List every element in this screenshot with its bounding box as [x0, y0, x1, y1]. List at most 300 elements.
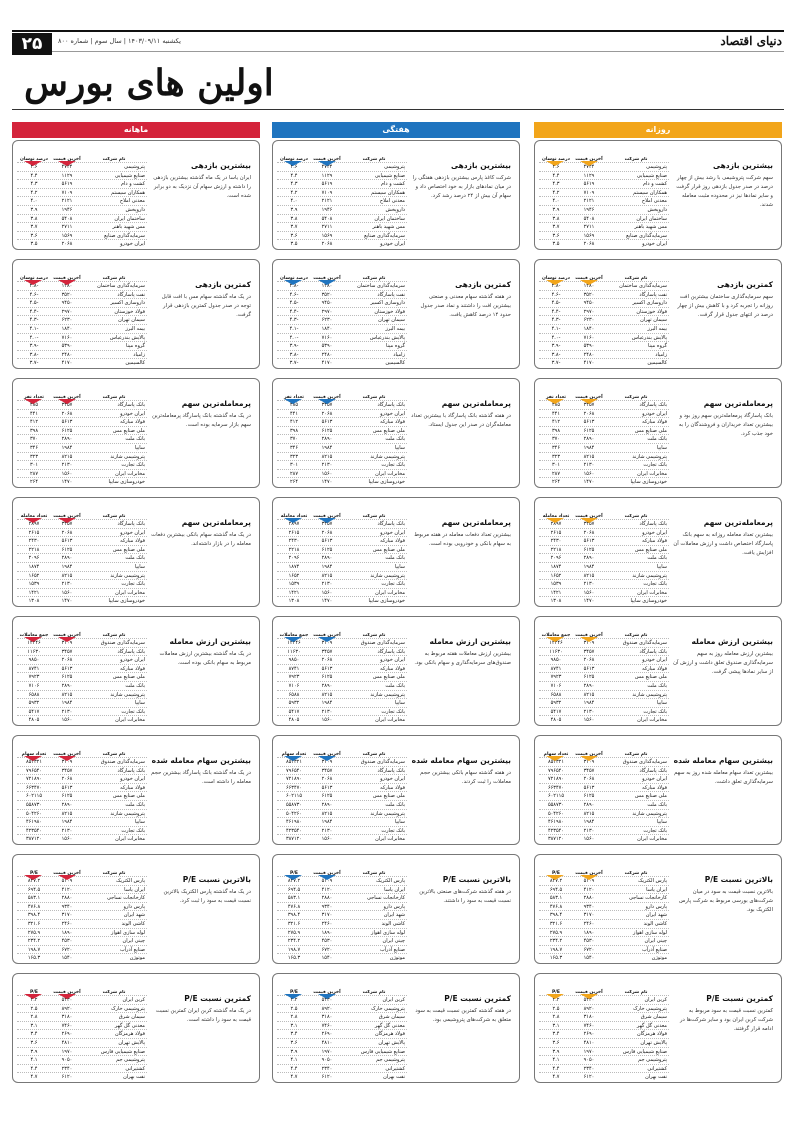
company-name: سیمان شرق [640, 1014, 667, 1021]
company-name: ایران خودرو [380, 776, 405, 783]
table-header [277, 504, 407, 519]
metric-value: ۷۹۲۳ [28, 674, 40, 681]
table-header-cell: نام شرکت [624, 989, 648, 995]
last-price: ۱۹۸۴ [583, 563, 595, 570]
section-title: بیشترین سهام معامله شده [673, 756, 773, 765]
last-price: ۲۴۸۰ [583, 351, 595, 358]
table-row [539, 231, 669, 240]
metric-value: ۲۴۳۰ [28, 538, 40, 545]
table-header-cell: تعداد معامله [280, 513, 308, 519]
table-row [539, 298, 669, 307]
metric-value: ۸۵۴۳۲۱ [285, 759, 303, 765]
metric-value: -۴.۵ [551, 300, 561, 307]
last-price: ۵۴۰۸ [61, 215, 73, 222]
table-row [539, 553, 669, 562]
company-name: زامیاد [393, 351, 405, 358]
last-price: ۵۶۱۳ [321, 538, 333, 545]
company-name: همکاران سیستم [633, 189, 667, 196]
header-marker [58, 637, 76, 642]
section-table [539, 266, 669, 367]
section-table [17, 385, 147, 486]
metric-value: ۱۵۳۹ [28, 581, 40, 588]
last-price: ۶۱۲۵ [583, 546, 595, 553]
metric-value: ۵۰۴۲۶۰ [25, 810, 43, 817]
metric-value: -۳.۸ [289, 351, 299, 358]
metric-value: -۴.۵ [29, 300, 39, 307]
section-box [272, 259, 520, 369]
last-price: ۶۱۲۰ [61, 1074, 73, 1081]
company-name: پتروشیمی جم [638, 1057, 667, 1064]
section-box [272, 140, 520, 250]
metric-value: ۲.۲ [290, 997, 298, 1003]
table-header [17, 742, 147, 757]
table-row [539, 290, 669, 299]
company-name: کشتیرانی [385, 1065, 405, 1072]
company-name: بانک تجارت [643, 827, 667, 834]
header-marker [546, 875, 564, 880]
table-row [17, 1047, 147, 1056]
header-marker [24, 637, 42, 642]
last-price: ۲۰۶۸ [583, 776, 595, 783]
metric-value: ۴.۴ [30, 1065, 38, 1072]
company-name: پتروشیمی [124, 164, 145, 170]
last-price: ۱۹۸۴ [321, 819, 333, 826]
last-price: ۵۶۱۳ [61, 665, 73, 672]
last-price: ۶۲۳۰ [583, 317, 595, 324]
company-name: خودروسازی سایپا [108, 479, 145, 486]
metric-value: ۳.۷ [552, 224, 560, 231]
metric-value: ۱۹۸.۷ [549, 946, 563, 953]
last-price: ۶۱۲۵ [583, 793, 595, 800]
company-name: فولاد مبارکه [642, 784, 667, 791]
metric-value: ۱۸۷۴ [288, 563, 300, 570]
table-row [277, 647, 407, 656]
company-name: پتروشیمی شازند [632, 572, 667, 579]
metric-value: ۷۹۲۳ [288, 674, 300, 681]
metric-value: ۴۲۳۵۴۰ [25, 827, 43, 834]
metric-value: ۱۵۳۹ [550, 581, 562, 588]
company-name: پتروشیمی شازند [370, 453, 405, 460]
table-header-cell: نام شرکت [362, 751, 386, 757]
last-price: ۸۲۱۵ [321, 810, 333, 817]
company-name: فولاد هرمزگان [636, 1031, 667, 1038]
company-name: کاشی الوند [643, 920, 667, 927]
company-name: پارس دارو [123, 903, 145, 910]
metric-value: ۲۶۴ [551, 479, 561, 486]
metric-value: ۳.۹ [552, 1048, 560, 1055]
table-row [277, 409, 407, 418]
table-row [277, 477, 407, 486]
table-row [17, 188, 147, 197]
table-header-cell: تعداد نفر [24, 394, 44, 400]
company-name: سایپا [656, 563, 667, 570]
last-price: ۱۸۴۰ [321, 325, 333, 332]
last-price: ۵۳۹۰ [321, 343, 333, 350]
company-name: کاشی الوند [121, 920, 145, 927]
company-name: بانک پاسارگاد [117, 648, 145, 655]
table-header-cell: P/E [289, 870, 298, 876]
metric-value: ۳.۸ [290, 215, 298, 222]
dateline: یکشنبه ۱۴۰۳/۰۹/۱۱ | سال سوم | شماره ۸۰۰ [58, 37, 181, 45]
metric-value: ۳.۱ [552, 1022, 560, 1029]
metric-value: ۳۹۸.۴ [549, 912, 563, 919]
metric-value: ۴.۳ [290, 181, 298, 188]
table-header-cell: نام شرکت [102, 751, 126, 757]
section-description: بیشترین تعداد معامله روزانه به سهم بانک پاسارگاد اختصاص داشت و ارزش معاملات آن افزایش یافت. [673, 532, 773, 556]
table-row [17, 1012, 147, 1021]
metric-value: ۳.۵ [30, 241, 38, 248]
last-price: ۴۸۱۰ [583, 1039, 595, 1046]
metric-value: ۴۸۵ [551, 402, 561, 408]
company-name: پالایش بندرعباس [369, 334, 405, 341]
table-row [17, 579, 147, 588]
section-description: کمترین نسبت قیمت به سود مربوط به شرکت کربن ایران بود و سایر شرکت‌ها در ادامه قرار گرفتند. [679, 1008, 773, 1032]
table-row [17, 358, 147, 367]
table-row [539, 791, 669, 800]
last-price: ۲۱۳۰ [61, 827, 73, 834]
last-price: ۲۸۹۰ [61, 555, 73, 562]
metric-value: ۱۴۲۱ [550, 589, 562, 596]
table-row [277, 893, 407, 902]
company-name: سرمایه‌گذاری صندوق [100, 759, 145, 765]
metric-value: ۱۳۰۸ [28, 598, 40, 605]
metric-value: ۲۰۹۶ [28, 555, 40, 562]
metric-value: ۱۲۲۴۶ [27, 640, 41, 646]
table-row [539, 239, 669, 248]
metric-value: ۵۹۳۲ [28, 700, 40, 707]
last-price: ۳۴۵۷ [583, 521, 595, 527]
metric-value: ۲۳۴.۲ [287, 938, 301, 945]
last-price: ۱۴۷۰ [583, 598, 595, 605]
last-price: ۱۵۴۰ [583, 955, 595, 962]
company-name: کشت و دام [380, 181, 405, 188]
company-name: ایران خودرو [380, 657, 405, 664]
last-price: ۵۴۳۰ [583, 997, 595, 1003]
last-price: ۸۹۲۰ [321, 1005, 333, 1012]
metric-value: ۳۹۸ [29, 427, 39, 434]
company-name: زامیاد [655, 351, 667, 358]
company-name: فولاد هرمزگان [114, 1031, 145, 1038]
metric-value: -۳.۹ [551, 343, 561, 350]
last-price: ۱۹۸۴ [583, 819, 595, 826]
table-header-cell: نام شرکت [102, 989, 126, 995]
last-price: ۶۱۲۵ [321, 674, 333, 681]
header-marker [318, 280, 336, 285]
metric-value: ۳۸۷۱۲۰ [25, 836, 43, 843]
last-price: ۴۸۱۰ [321, 1039, 333, 1046]
header-marker [24, 399, 42, 404]
header-marker [284, 875, 302, 880]
metric-value: ۲.۲ [552, 997, 560, 1003]
table-header-cell: تعداد سهام [21, 751, 47, 757]
metric-value: ۵۵۸۷۳۰ [285, 801, 303, 808]
table-row [17, 834, 147, 843]
company-name: ایران خودرو [120, 410, 145, 417]
metric-value: ۳.۶ [30, 1039, 38, 1046]
table-row [277, 426, 407, 435]
table-row [277, 885, 407, 894]
last-price: ۲۴۸۰ [321, 351, 333, 358]
table-row [277, 800, 407, 809]
masthead: دنیای اقتصاد [720, 34, 782, 48]
company-name: بانک پاسارگاد [639, 648, 667, 655]
last-price: ۷۴۶۰ [61, 1022, 73, 1029]
section-table [17, 742, 147, 843]
company-name: کارخانجات نساجی [366, 895, 405, 902]
metric-value: ۴.۴ [552, 1065, 560, 1072]
header-marker [284, 994, 302, 999]
metric-value: ۶۶۳۴۷۰ [25, 784, 43, 791]
metric-value: ۴.۱ [552, 1057, 560, 1064]
header-marker [318, 518, 336, 523]
table-row [539, 1047, 669, 1056]
metric-value: -۴.۱ [29, 325, 39, 332]
table-row [17, 910, 147, 919]
section-table [539, 742, 669, 843]
table-row [17, 655, 147, 664]
table-row [17, 1038, 147, 1047]
metric-value: ۴.۰ [30, 198, 38, 205]
company-name: داروپخش [385, 206, 405, 213]
last-price: ۲۰۶۸ [61, 529, 73, 536]
company-name: معدنی املاح [119, 198, 145, 205]
company-name: پتروشیمی شازند [110, 572, 145, 579]
table-header-cell: آخرین قیمت [575, 751, 603, 757]
company-name: ملی صنایع مس [634, 546, 667, 553]
table-header-cell: آخرین قیمت [53, 632, 81, 638]
metric-value: ۲۸۹۷ [550, 521, 562, 527]
table-row [17, 953, 147, 962]
table-header-cell: آخرین قیمت [53, 394, 81, 400]
header-marker [546, 637, 564, 642]
company-name: پالایش تهران [118, 1039, 145, 1046]
metric-value: ۵۰۴۲۶۰ [285, 810, 303, 817]
company-name: پارس الکتریک [376, 878, 405, 884]
metric-value: ۸۲۷.۲ [287, 878, 301, 884]
table-row [539, 1004, 669, 1013]
metric-value: ۲۶۱۵ [288, 529, 300, 536]
metric-value: ۴.۲ [30, 189, 38, 196]
last-price: ۱۵۶۰ [583, 470, 595, 477]
metric-value: -۴.۳ [551, 317, 561, 324]
metric-value: ۸۷۴۱ [28, 665, 40, 672]
metric-value: ۳.۸ [30, 215, 38, 222]
table-row [539, 460, 669, 469]
metric-value: ۱۱۶۳۰ [287, 648, 301, 655]
metric-value: ۵۸۳.۱ [27, 895, 41, 902]
metric-value: -۴.۶ [551, 291, 561, 298]
metric-value: ۴.۱ [290, 1057, 298, 1064]
table-row [277, 817, 407, 826]
section-description: بیشترین تعداد دفعات معامله در هفته مربوط به سهام بانکی و خودرویی بوده است. [414, 532, 511, 547]
section-description: بیشترین تعداد سهام معامله شده روز به سهم سرمایه‌گذاری تعلق داشت. [674, 770, 773, 785]
company-name: سرمایه‌گذاری ساختمان [619, 283, 667, 289]
last-price: ۳۱۰۹ [583, 640, 595, 646]
last-price: ۴۷۲۴ [583, 164, 595, 170]
table-row [277, 826, 407, 835]
section-title: کمترین نسبت P/E [184, 994, 251, 1003]
last-price: ۷۱۰۹ [321, 189, 333, 196]
company-name: کارخانجات نساجی [106, 895, 145, 902]
table-row [17, 434, 147, 443]
section-table [539, 980, 669, 1081]
metric-value: ۱۵۳۹ [288, 581, 300, 588]
company-name: بانک ملت [385, 436, 405, 443]
last-price: ۲۱۲۱ [61, 198, 73, 205]
table-row [539, 690, 669, 699]
table-row [539, 893, 669, 902]
section-table [277, 861, 407, 962]
table-row [277, 536, 407, 545]
section-title: پرمعامله‌ترین سهم [181, 518, 251, 527]
last-price: ۲۸۸۰ [583, 895, 595, 902]
table-row [277, 443, 407, 452]
table-row [17, 647, 147, 656]
metric-value: ۴.۲ [290, 189, 298, 196]
table-row [539, 655, 669, 664]
table-header-cell: تعداد سهام [543, 751, 569, 757]
table-row [17, 783, 147, 792]
table-header-cell: تعداد معامله [542, 513, 570, 519]
company-name: پارس الکتریک [116, 878, 145, 884]
metric-value: -۴.۰ [551, 334, 561, 341]
last-price: ۹۴۵۰ [583, 300, 595, 307]
table-header-cell: P/E [29, 989, 38, 995]
table-header-cell: آخرین قیمت [575, 989, 603, 995]
section-title: پرمعامله‌ترین سهم [703, 399, 773, 408]
last-price: ۳۴۵۷ [61, 648, 73, 655]
last-price: ۶۱۲۰ [321, 1074, 333, 1081]
company-name: معدنی گل گهر [114, 1022, 145, 1029]
table-row [17, 902, 147, 911]
company-name: بانک تجارت [643, 581, 667, 588]
metric-value: ۲۷۵.۹ [287, 929, 301, 936]
section-title: پرمعامله‌ترین سهم [703, 518, 773, 527]
section-box [272, 378, 520, 488]
last-price: ۵۶۱۹ [583, 181, 595, 188]
section-title: پرمعامله‌ترین سهم [441, 399, 511, 408]
table-row [277, 774, 407, 783]
metric-value: ۲۶۱۵ [28, 529, 40, 536]
header-marker [580, 518, 598, 523]
last-price: ۷۱۶۰ [321, 334, 333, 341]
last-price: ۲۸۹۰ [321, 555, 333, 562]
company-name: خودروسازی سایپا [368, 479, 405, 486]
company-name: داروسازی اکسیر [110, 300, 145, 307]
table-row [17, 800, 147, 809]
table-row [277, 171, 407, 180]
metric-value: -۴.۳ [29, 317, 39, 324]
last-price: ۱۵۴۰ [61, 955, 73, 962]
table-header [539, 742, 669, 757]
company-name: ملی صنایع مس [112, 674, 145, 681]
metric-value: ۳.۵ [552, 241, 560, 248]
table-row [539, 588, 669, 597]
metric-value: ۲۷۵.۹ [549, 929, 563, 936]
last-price: ۵۴۰۸ [583, 215, 595, 222]
company-name: لوله سازی اهواز [633, 929, 667, 936]
section-description: در هفته گذشته شرکت‌های صنعتی بالاترین نسبت قیمت به سود را داشتند. [419, 889, 511, 904]
last-price: ۳۴۵۷ [321, 402, 333, 408]
last-price: ۱۵۶۰ [321, 717, 333, 724]
company-name: صنایع آذرآب [379, 946, 405, 953]
table-row [539, 536, 669, 545]
company-name: پتروشیمی جم [376, 1057, 405, 1064]
header-marker [58, 756, 76, 761]
last-price: ۱۲۸۰ [321, 283, 333, 289]
metric-value: -۴.۱ [551, 325, 561, 332]
table-row [539, 647, 669, 656]
table-row [17, 707, 147, 716]
table-row [17, 766, 147, 775]
table-header [17, 623, 147, 638]
last-price: ۱۵۶۹ [583, 232, 595, 239]
table-row [17, 553, 147, 562]
table-row [17, 791, 147, 800]
last-price: ۴۱۷۰ [61, 360, 73, 367]
metric-value: ۴.۰ [552, 198, 560, 205]
metric-value: ۳.۶ [30, 232, 38, 239]
table-header [277, 623, 407, 638]
header-marker [284, 756, 302, 761]
last-price: ۸۲۱۵ [583, 453, 595, 460]
company-name: ایران یاسا [646, 886, 667, 893]
last-price: ۲۴۶۰ [583, 920, 595, 927]
company-name: نفت بهران [383, 1074, 405, 1081]
metric-value: ۴.۷ [30, 1074, 38, 1081]
company-name: سرمایه‌گذاری صندوق [622, 759, 667, 765]
section-box [12, 735, 260, 845]
metric-value: ۳.۴ [552, 1031, 560, 1038]
last-price: ۱۹۸۴ [61, 444, 73, 451]
company-name: ایران خودرو [120, 241, 145, 248]
table-row [17, 307, 147, 316]
table-header-cell: P/E [551, 870, 560, 876]
metric-value: ۱۶۵۲ [550, 572, 562, 579]
company-name: فولاد خوزستان [374, 308, 405, 315]
metric-value: ۴۶۱۹۸۰ [285, 819, 303, 826]
table-header-cell: درصد نوسان [280, 275, 308, 281]
metric-value: ۲۸۷ [29, 470, 39, 477]
company-name: مخابرات ایران [115, 717, 145, 724]
table-row [539, 902, 669, 911]
metric-value: ۷۲۱۸۹۰ [285, 776, 303, 783]
section-title: بالاترین نسبت P/E [704, 875, 773, 884]
company-name: پارس دارو [383, 903, 405, 910]
company-name: فولاد هرمزگان [374, 1031, 405, 1038]
last-price: ۱۹۷۰ [61, 1048, 73, 1055]
section-description: سهم سرمایه‌گذاری ساختمان بیشترین افت روزانه را تجربه کرد و با کاهش بیش از چهار درصد در انتهای جدول قرار گرفت. [677, 294, 773, 318]
metric-value: ۳۲۱.۶ [549, 920, 563, 927]
table-row [539, 1029, 669, 1038]
last-price: ۹۳۴۰ [583, 903, 595, 910]
metric-value: ۲۶۱۵ [550, 529, 562, 536]
last-price: ۱۹۸۴ [61, 819, 73, 826]
table-row [539, 1021, 669, 1030]
section-table [17, 980, 147, 1081]
last-price: ۱۸۴۰ [61, 325, 73, 332]
last-price: ۱۸۹۰ [321, 929, 333, 936]
table-header-cell: آخرین قیمت [313, 275, 341, 281]
company-name: پتروشیمی شازند [632, 810, 667, 817]
metric-value: ۹۸۵۰ [288, 657, 300, 664]
last-price: ۷۱۶۰ [583, 334, 595, 341]
metric-value: ۶۵۸۸ [288, 691, 300, 698]
metric-value: ۴.۷ [552, 1074, 560, 1081]
table-row [277, 545, 407, 554]
metric-value: ۳۸۷۱۲۰ [285, 836, 303, 843]
table-row [17, 315, 147, 324]
